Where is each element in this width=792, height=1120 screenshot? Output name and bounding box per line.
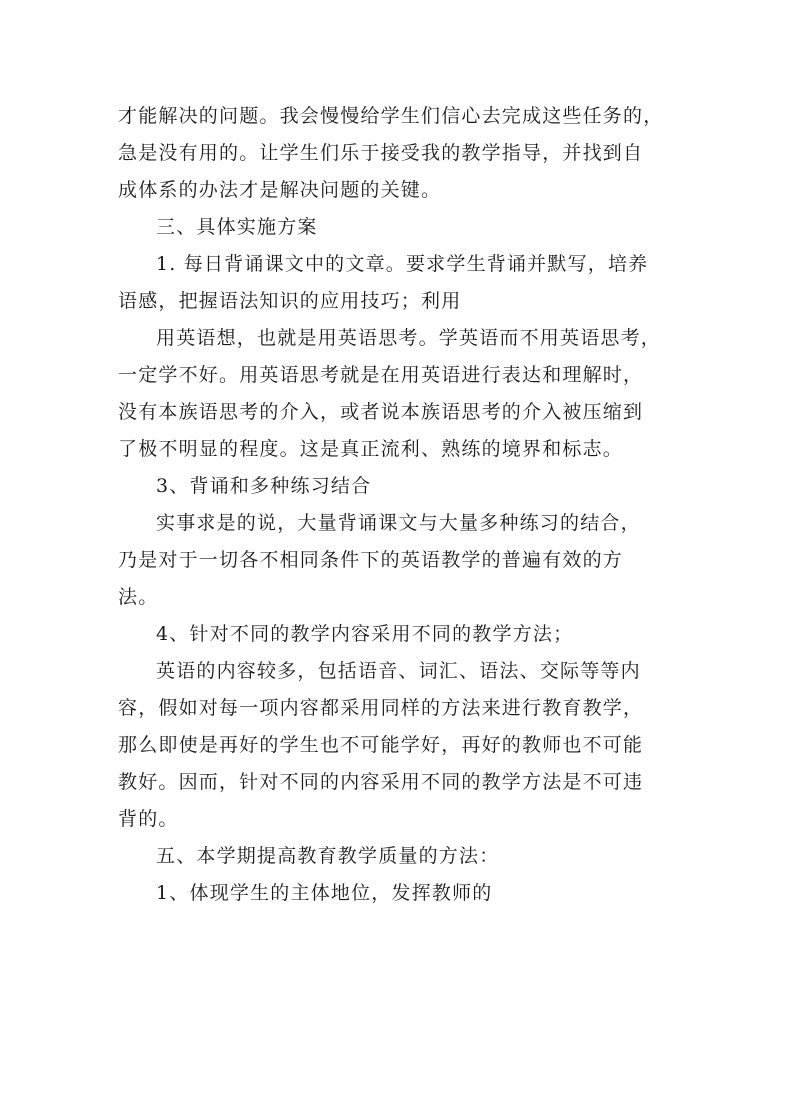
paragraph-line: 了极不明显的程度。这是真正流利、熟练的境界和标志。 bbox=[118, 438, 624, 460]
paragraph-line: 乃是对于一切各不相同条件下的英语教学的普遍有效的方 bbox=[118, 549, 624, 571]
paragraph-line: 用英语想，也就是用英语思考。学英语而不用英语思考， bbox=[156, 327, 662, 349]
section-heading: 3、背诵和多种练习结合 bbox=[156, 475, 372, 497]
section-heading: 三、具体实施方案 bbox=[156, 216, 318, 238]
document-body bbox=[118, 98, 678, 912]
paragraph-line: 才能解决的问题。我会慢慢给学生们信心去完成这些任务的， bbox=[118, 105, 664, 127]
paragraph-line: 1、体现学生的主体地位，发挥教师的 bbox=[156, 882, 493, 904]
paragraph-line: 容，假如对每一项内容都采用同样的方法来进行教育教学， bbox=[118, 697, 644, 719]
paragraph-line: 教好。因而，针对不同的内容采用不同的教学方法是不可违 bbox=[118, 771, 644, 793]
paragraph-line: 急是没有用的。让学生们乐于接受我的教学指导，并找到自 bbox=[118, 142, 644, 164]
paragraph-line: 语感，把握语法知识的应用技巧；利用 bbox=[118, 290, 462, 312]
paragraph-line: 那么即使是再好的学生也不可能学好，再好的教师也不可能 bbox=[118, 734, 644, 756]
paragraph-line: 成体系的办法才是解决问题的关键。 bbox=[118, 179, 442, 201]
paragraph-line: 没有本族语思考的介入，或者说本族语思考的介入被压缩到 bbox=[118, 401, 644, 423]
paragraph-line: 一定学不好。用英语思考就是在用英语进行表达和理解时， bbox=[118, 364, 644, 386]
paragraph-line: 法。 bbox=[118, 586, 159, 608]
section-heading: 五、本学期提高教育教学质量的方法： bbox=[156, 845, 500, 867]
section-heading: 4、针对不同的教学内容采用不同的教学方法； bbox=[156, 623, 574, 645]
paragraph-line: 1. 每日背诵课文中的文章。要求学生背诵并默写，培养 bbox=[156, 253, 649, 275]
paragraph-line: 英语的内容较多，包括语音、词汇、语法、交际等等内 bbox=[156, 660, 641, 682]
paragraph-line: 背的。 bbox=[118, 808, 179, 830]
paragraph-line: 实事求是的说，大量背诵课文与大量多种练习的结合， bbox=[156, 512, 641, 534]
